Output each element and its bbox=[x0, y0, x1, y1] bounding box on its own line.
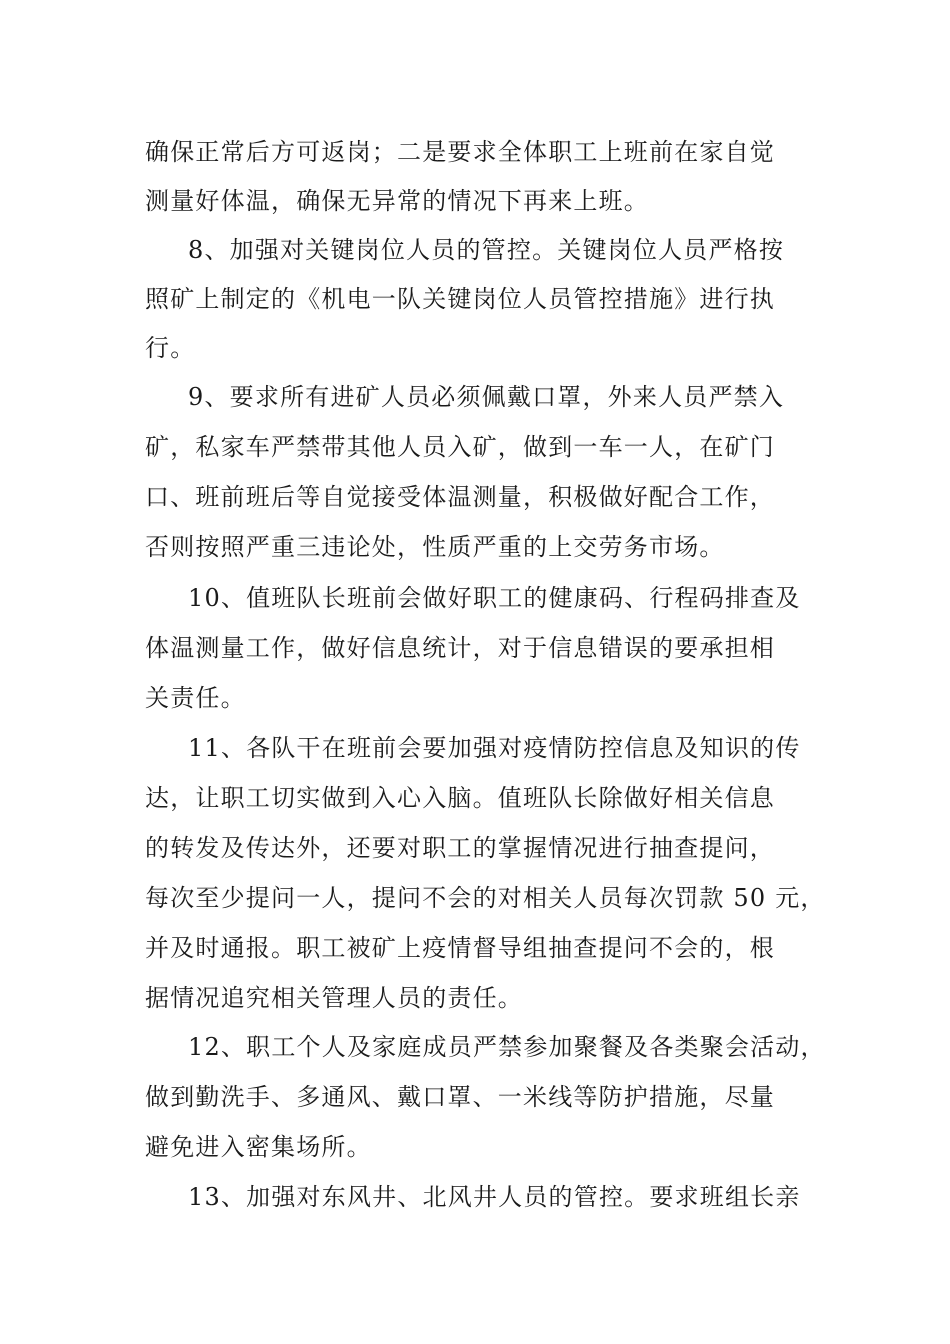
paragraph-12-start: 12、职工个人及家庭成员严禁参加聚餐及各类聚会活动， bbox=[188, 1033, 826, 1061]
text-line: 行。 bbox=[145, 334, 196, 362]
text-line: 确保正常后方可返岗；二是要求全体职工上班前在家自觉 bbox=[145, 138, 775, 166]
text-line: 并及时通报。职工被矿上疫情督导组抽查提问不会的，根 bbox=[145, 934, 775, 962]
text-line: 避免进入密集场所。 bbox=[145, 1133, 372, 1161]
text-line: 照矿上制定的《机电一队关键岗位人员管控措施》进行执 bbox=[145, 285, 775, 313]
text-line: 体温测量工作，做好信息统计，对于信息错误的要承担相 bbox=[145, 634, 775, 662]
text-line: 矿，私家车严禁带其他人员入矿，做到一车一人，在矿门 bbox=[145, 433, 775, 461]
text-line: 关责任。 bbox=[145, 684, 246, 712]
text-line: 据情况追究相关管理人员的责任。 bbox=[145, 984, 523, 1012]
text-line: 的转发及传达外，还要对职工的掌握情况进行抽查提问， bbox=[145, 834, 775, 862]
text-line: 每次至少提问一人，提问不会的对相关人员每次罚款 50 元， bbox=[145, 884, 826, 912]
text-line: 达，让职工切实做到入心入脑。值班队长除做好相关信息 bbox=[145, 784, 775, 812]
text-line: 做到勤洗手、多通风、戴口罩、一米线等防护措施，尽量 bbox=[145, 1083, 775, 1111]
paragraph-10-start: 10、值班队长班前会做好职工的健康码、行程码排查及 bbox=[188, 584, 801, 612]
paragraph-8-start: 8、加强对关键岗位人员的管控。关键岗位人员严格按 bbox=[188, 236, 785, 264]
text-line: 测量好体温，确保无异常的情况下再来上班。 bbox=[145, 187, 649, 215]
paragraph-9-start: 9、要求所有进矿人员必须佩戴口罩，外来人员严禁入 bbox=[188, 383, 785, 411]
text-line: 否则按照严重三违论处，性质严重的上交劳务市场。 bbox=[145, 533, 725, 561]
paragraph-13-start: 13、加强对东风井、北风井人员的管控。要求班组长亲 bbox=[188, 1183, 801, 1211]
paragraph-11-start: 11、各队干在班前会要加强对疫情防控信息及知识的传 bbox=[188, 734, 801, 762]
text-line: 口、班前班后等自觉接受体温测量，积极做好配合工作， bbox=[145, 483, 775, 511]
